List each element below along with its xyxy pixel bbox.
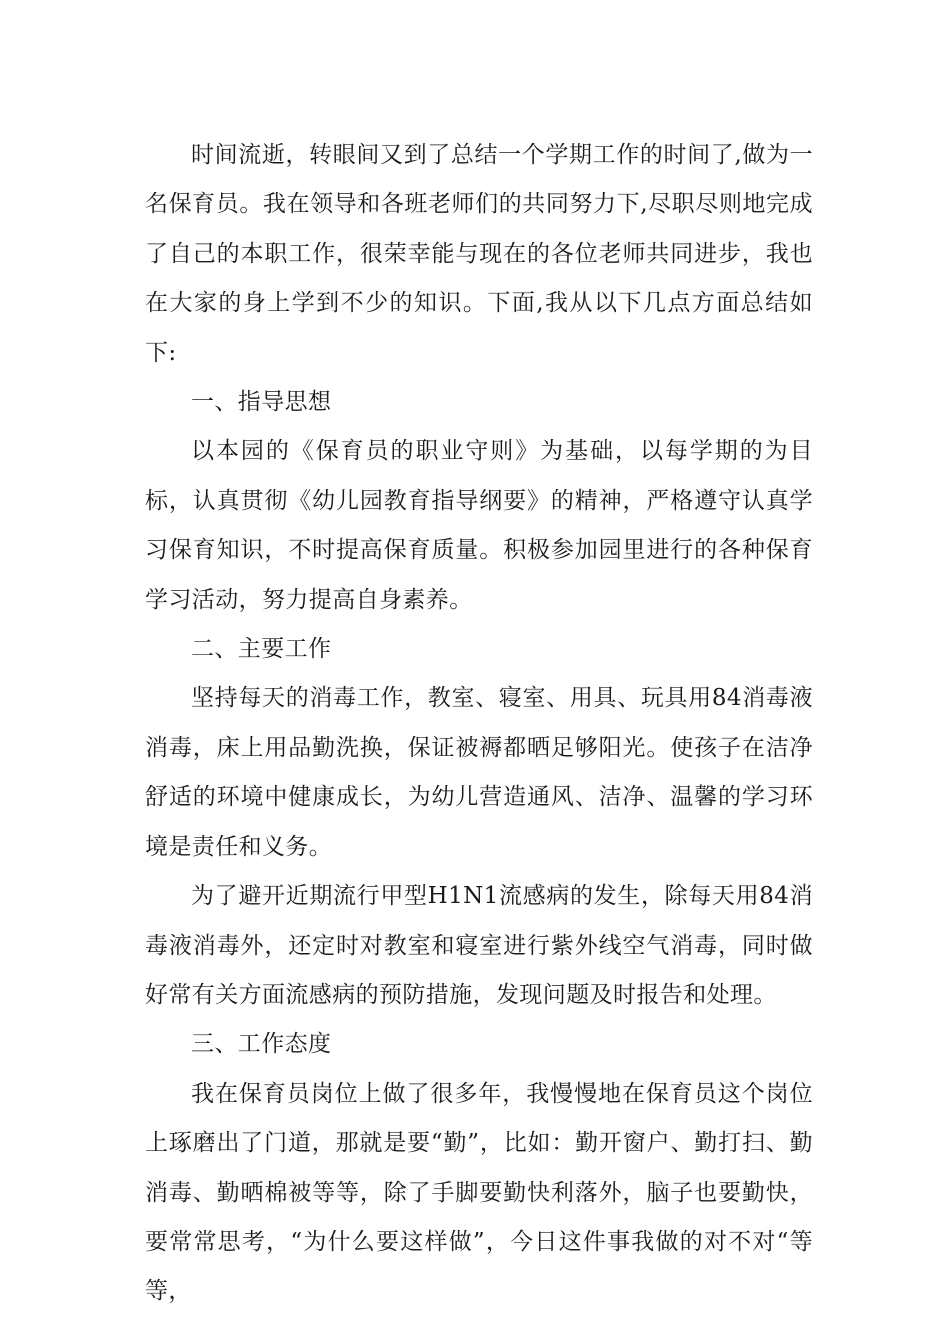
paragraph-flu-prevention: 为了避开近期流行甲型H1N1流感病的发生，除每天用84消毒液消毒外，还定时对教室和寝室进行紫外线空气消毒，同时做好常有关方面流感病的预防措施，发现问题及时报告和处理。 xyxy=(145,883,813,1008)
paragraph-intro: 时间流逝，转眼间又到了总结一个学期工作的时间了,做为一名保育员。我在领导和各班老师们的共同努力下,尽职尽则地完成了自己的本职工作，很荣幸能与现在的各位老师共同进步，我也在大家的身上学到不少的知识。下面,我从以下几点方面总结如下: xyxy=(145,142,813,366)
section-heading-work-attitude: 三、工作态度 xyxy=(191,1031,332,1058)
paragraph-disinfection: 坚持每天的消毒工作，教室、寝室、用具、玩具用84消毒液消毒，床上用品勤洗换，保证被褥都晒足够阳光。使孩子在洁净舒适的环境中健康成长，为幼儿营造通风、洁净、温馨的学习环境是责任和义务。 xyxy=(145,685,813,860)
section-heading-main-work: 二、主要工作 xyxy=(191,636,332,663)
paragraph-work-attitude: 我在保育员岗位上做了很多年，我慢慢地在保育员这个岗位上琢磨出了门道，那就是要“勤”，比如：勤开窗户、勤打扫、勤消毒、勤晒棉被等等，除了手脚要勤快利落外，脑子也要勤快，要常常思考，“为什么要这样做”，今日这件事我做的对不对“等等， xyxy=(145,1080,813,1305)
document-body xyxy=(145,131,813,1317)
paragraph-guiding-thought: 以本园的《保育员的职业守则》为基础，以每学期的为目标，认真贯彻《幼儿园教育指导纲要》的精神，严格遵守认真学习保育知识，不时提高保育质量。积极参加园里进行的各种保育学习活动，努力提高自身素养。 xyxy=(145,438,813,613)
section-heading-guiding-thought: 一、指导思想 xyxy=(191,389,332,416)
